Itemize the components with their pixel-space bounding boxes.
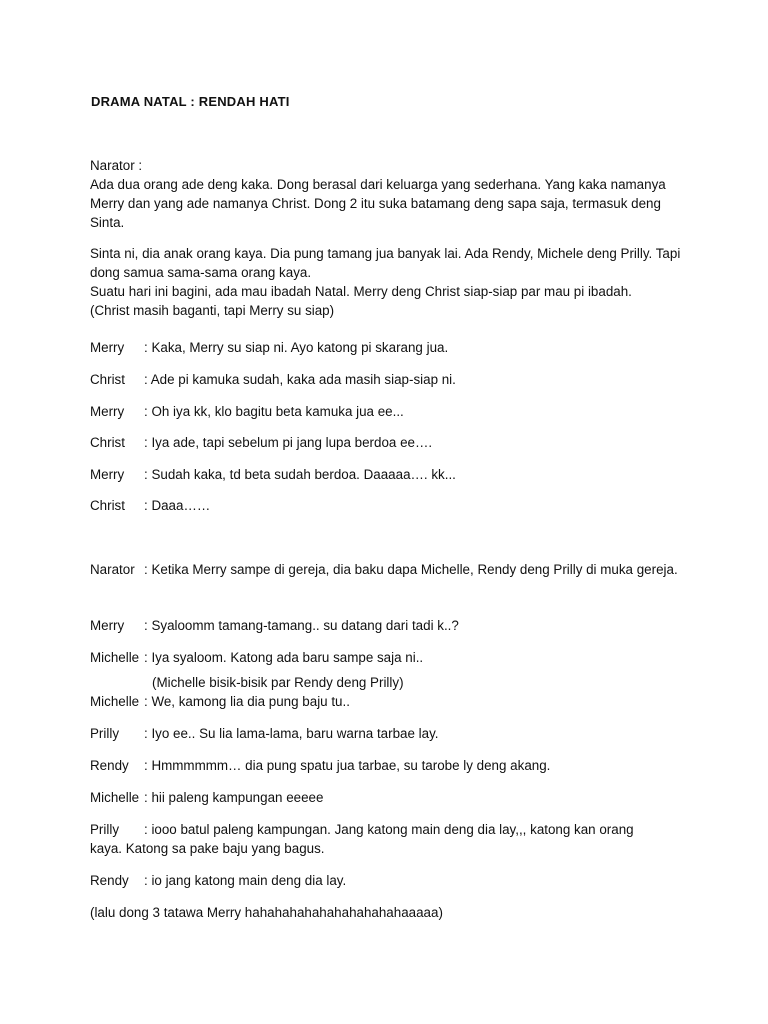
dialogue-line [90, 724, 710, 743]
intro-paragraph-2-text: Sinta ni, dia anak orang kaya. Dia pung tamang jua banyak lai. Ada Rendy, Michele deng Prilly. Tapi dong samua sama-sama orang kaya. [90, 246, 681, 280]
dialogue-text: : We, kamong lia dia pung baju tu.. [144, 694, 350, 709]
speaker-name: Christ [90, 372, 125, 387]
dialogue-line [90, 370, 710, 389]
dialogue-line [90, 465, 710, 484]
dialogue-text: : Sudah kaka, td beta sudah berdoa. Daaaaa…. kk... [144, 467, 456, 482]
speaker-name: Merry [90, 467, 125, 482]
stage-direction: (Michelle bisik-bisik par Rendy deng Prilly) [152, 675, 404, 690]
narration-text: : Ketika Merry sampe di gereja, dia baku dapa Michelle, Rendy deng Prilly di muka gereja. [144, 562, 678, 577]
dialogue-line [90, 496, 710, 515]
narator-line [90, 560, 710, 579]
intro-paragraph-2 [90, 244, 690, 282]
dialogue-line [90, 871, 710, 890]
speaker-name: Merry [90, 340, 125, 355]
dialogue-text: : Ade pi kamuka sudah, kaka ada masih siap-siap ni. [144, 372, 456, 387]
dialogue-text: : Iya syaloom. Katong ada baru sampe saja ni.. [144, 650, 424, 665]
closing-stage-direction: (lalu dong 3 tatawa Merry hahahahahahahahahahahaaaaa) [90, 905, 443, 920]
speaker-name: Rendy [90, 758, 129, 773]
dialogue-text: : iooo batul paleng kampungan. Jang katong main deng dia lay,,, katong kan orang [144, 822, 634, 837]
stage-direction: (Christ masih baganti, tapi Merry su siap) [90, 303, 335, 318]
document-title: DRAMA NATAL : RENDAH HATI [91, 94, 290, 109]
speaker-name: Christ [90, 435, 125, 450]
dialogue-line [90, 820, 710, 839]
speaker-name: Prilly [90, 822, 120, 837]
dialogue-text: : Daaa…… [144, 498, 211, 513]
dialogue-line [90, 338, 710, 357]
dialogue-text: : hii paleng kampungan eeeee [144, 790, 324, 805]
dialogue-line [90, 756, 710, 775]
intro-paragraph-1: Ada dua orang ade deng kaka. Dong berasal dari keluarga yang sederhana. Yang kaka namanya Merry dan yang ade namanya Christ. Dong 2 itu suka batamang deng sapa saja, termasuk deng Sinta. [90, 177, 666, 230]
intro-paragraph-3: Suatu hari ini bagini, ada mau ibadah Natal. Merry deng Christ siap-siap par mau pi ibadah. [90, 284, 632, 299]
dialogue-text: : Hmmmmmm… dia pung spatu jua tarbae, su tarobe ly deng akang. [144, 758, 551, 773]
dialogue-text: : io jang katong main deng dia lay. [144, 873, 347, 888]
dialogue-continuation: kaya. Katong sa pake baju yang bagus. [90, 841, 325, 856]
dialogue-line [90, 788, 710, 807]
speaker-name: Narator [90, 562, 135, 577]
dialogue-line [90, 616, 710, 635]
speaker-name: Merry [90, 404, 125, 419]
speaker-name: Michelle [90, 790, 140, 805]
speaker-name: Merry [90, 618, 125, 633]
dialogue-text: : Syaloomm tamang-tamang.. su datang dari tadi k..? [144, 618, 459, 633]
speaker-name: Rendy [90, 873, 129, 888]
narator-label: Narator : [90, 158, 143, 173]
dialogue-text: : Oh iya kk, klo bagitu beta kamuka jua ee... [144, 404, 404, 419]
dialogue-text: : Iyo ee.. Su lia lama-lama, baru warna tarbae lay. [144, 726, 439, 741]
speaker-name: Prilly [90, 726, 120, 741]
dialogue-text: : Kaka, Merry su siap ni. Ayo katong pi skarang jua. [144, 340, 449, 355]
speaker-name: Michelle [90, 694, 140, 709]
dialogue-text: : Iya ade, tapi sebelum pi jang lupa berdoa ee…. [144, 435, 433, 450]
dialogue-line [90, 692, 710, 711]
speaker-name: Michelle [90, 650, 140, 665]
dialogue-line [90, 402, 710, 421]
dialogue-line [90, 648, 710, 667]
dialogue-line [90, 433, 710, 452]
speaker-name: Christ [90, 498, 125, 513]
